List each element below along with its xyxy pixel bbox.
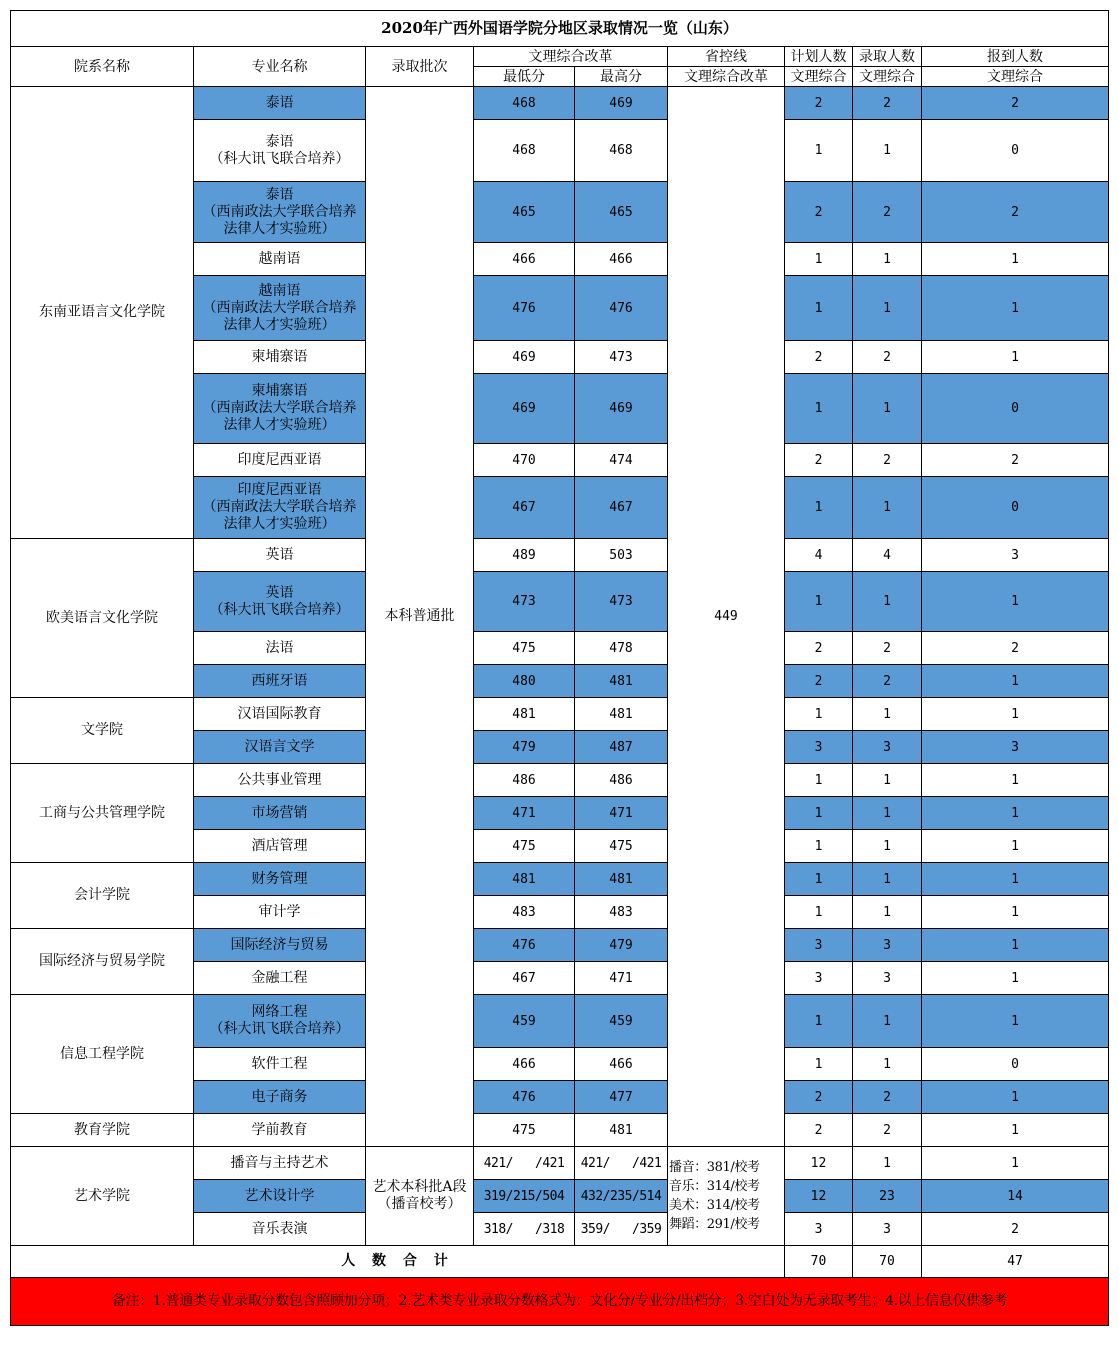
max-score-cell: 359/ /359 <box>575 1213 668 1246</box>
min-score-cell: 467 <box>474 477 575 539</box>
report-cell: 1 <box>922 665 1109 698</box>
major-cell: 印度尼西亚语 （西南政法大学联合培养法律人才实验班） <box>194 477 366 539</box>
min-score-cell: 421/ /421 <box>474 1147 575 1180</box>
report-cell: 0 <box>922 477 1109 539</box>
max-score-cell: 467 <box>575 477 668 539</box>
table-row <box>11 1114 1109 1147</box>
max-score-cell: 471 <box>575 962 668 995</box>
header-admit: 录取人数 <box>853 47 922 67</box>
major-cell: 播音与主持艺术 <box>194 1147 366 1180</box>
art-control-line: 音乐：314/校考 <box>669 1179 760 1194</box>
admit-cell: 3 <box>853 731 922 764</box>
admit-cell: 2 <box>853 341 922 374</box>
admit-cell: 1 <box>853 1147 922 1180</box>
table-row <box>11 863 1109 896</box>
max-score-cell: 471 <box>575 797 668 830</box>
report-cell: 3 <box>922 539 1109 572</box>
major-cell: 审计学 <box>194 896 366 929</box>
plan-cell: 2 <box>785 341 853 374</box>
plan-cell: 2 <box>785 632 853 665</box>
admit-cell: 4 <box>853 539 922 572</box>
report-cell: 1 <box>922 572 1109 632</box>
min-score-cell: 483 <box>474 896 575 929</box>
batch-art-cell: 艺术本科批A段（播音校考） <box>366 1147 474 1246</box>
admit-cell: 23 <box>853 1180 922 1213</box>
max-score-cell: 421/ /421 <box>575 1147 668 1180</box>
max-score-cell: 487 <box>575 731 668 764</box>
major-cell: 英语 <box>194 539 366 572</box>
min-score-cell: 475 <box>474 1114 575 1147</box>
header-report: 报到人数 <box>922 47 1109 67</box>
header-plan-sub: 文理综合 <box>785 67 853 87</box>
min-score-cell: 481 <box>474 698 575 731</box>
major-cell: 学前教育 <box>194 1114 366 1147</box>
min-score-cell: 319/215/504 <box>474 1180 575 1213</box>
major-cell: 酒店管理 <box>194 830 366 863</box>
plan-cell: 1 <box>785 120 853 182</box>
admit-cell: 1 <box>853 764 922 797</box>
header-max: 最高分 <box>575 67 668 87</box>
admit-cell: 2 <box>853 444 922 477</box>
note-banner: 备注：1.普通类专业录取分数包含照顾加分项；2.艺术类专业录取分数格式为：文化分/专业分/出档分；3.空白处为无录取考生；4.以上信息仅供参考 <box>11 1278 1109 1326</box>
art-control-line: 播音：381/校考 <box>669 1160 760 1175</box>
plan-cell: 2 <box>785 1081 853 1114</box>
report-cell: 1 <box>922 863 1109 896</box>
min-score-cell: 466 <box>474 1048 575 1081</box>
major-cell: 柬埔寨语 <box>194 341 366 374</box>
header-dept: 院系名称 <box>11 47 194 87</box>
table-row <box>11 1147 1109 1180</box>
table-row <box>11 87 1109 120</box>
report-cell: 1 <box>922 764 1109 797</box>
admit-cell: 2 <box>853 665 922 698</box>
plan-cell: 3 <box>785 1213 853 1246</box>
header-control: 省控线 <box>668 47 785 67</box>
report-cell: 1 <box>922 896 1109 929</box>
dept-cell: 信息工程学院 <box>11 995 194 1114</box>
report-cell: 0 <box>922 374 1109 444</box>
batch-main-cell: 本科普通批 <box>366 87 474 1147</box>
major-cell: 公共事业管理 <box>194 764 366 797</box>
major-cell: 柬埔寨语 （西南政法大学联合培养法律人才实验班） <box>194 374 366 444</box>
min-score-cell: 469 <box>474 374 575 444</box>
major-cell: 音乐表演 <box>194 1213 366 1246</box>
plan-cell: 2 <box>785 182 853 243</box>
admit-cell: 1 <box>853 1048 922 1081</box>
report-cell: 1 <box>922 243 1109 276</box>
admit-cell: 2 <box>853 632 922 665</box>
min-score-cell: 489 <box>474 539 575 572</box>
max-score-cell: 483 <box>575 896 668 929</box>
min-score-cell: 473 <box>474 572 575 632</box>
report-cell: 14 <box>922 1180 1109 1213</box>
report-cell: 1 <box>922 1081 1109 1114</box>
max-score-cell: 468 <box>575 120 668 182</box>
max-score-cell: 481 <box>575 1114 668 1147</box>
plan-cell: 2 <box>785 87 853 120</box>
max-score-cell: 481 <box>575 665 668 698</box>
table-title: 2020年广西外国语学院分地区录取情况一览（山东） <box>11 11 1109 47</box>
plan-cell: 1 <box>785 764 853 797</box>
max-score-cell: 475 <box>575 830 668 863</box>
max-score-cell: 474 <box>575 444 668 477</box>
min-score-cell: 318/ /318 <box>474 1213 575 1246</box>
total-plan: 70 <box>785 1246 853 1278</box>
report-cell: 2 <box>922 632 1109 665</box>
plan-cell: 1 <box>785 830 853 863</box>
report-cell: 1 <box>922 929 1109 962</box>
max-score-cell: 477 <box>575 1081 668 1114</box>
report-cell: 1 <box>922 830 1109 863</box>
plan-cell: 12 <box>785 1147 853 1180</box>
admit-cell: 1 <box>853 276 922 341</box>
plan-cell: 2 <box>785 1114 853 1147</box>
major-cell: 金融工程 <box>194 962 366 995</box>
max-score-cell: 466 <box>575 243 668 276</box>
min-score-cell: 476 <box>474 929 575 962</box>
major-cell: 法语 <box>194 632 366 665</box>
report-cell: 2 <box>922 87 1109 120</box>
report-cell: 1 <box>922 995 1109 1048</box>
plan-cell: 1 <box>785 797 853 830</box>
min-score-cell: 476 <box>474 276 575 341</box>
plan-cell: 1 <box>785 477 853 539</box>
dept-cell: 艺术学院 <box>11 1147 194 1246</box>
art-control-cell <box>668 1147 785 1246</box>
admit-cell: 1 <box>853 120 922 182</box>
max-score-cell: 469 <box>575 87 668 120</box>
max-score-cell: 459 <box>575 995 668 1048</box>
plan-cell: 1 <box>785 863 853 896</box>
admit-cell: 1 <box>853 797 922 830</box>
major-cell: 市场营销 <box>194 797 366 830</box>
max-score-cell: 481 <box>575 863 668 896</box>
report-cell: 1 <box>922 1147 1109 1180</box>
min-score-cell: 486 <box>474 764 575 797</box>
report-cell: 1 <box>922 341 1109 374</box>
major-cell: 泰语 （科大讯飞联合培养） <box>194 120 366 182</box>
max-score-cell: 486 <box>575 764 668 797</box>
admit-cell: 1 <box>853 243 922 276</box>
min-score-cell: 459 <box>474 995 575 1048</box>
max-score-cell: 469 <box>575 374 668 444</box>
report-cell: 0 <box>922 1048 1109 1081</box>
header-min: 最低分 <box>474 67 575 87</box>
plan-cell: 3 <box>785 731 853 764</box>
admit-cell: 1 <box>853 896 922 929</box>
art-control-line: 舞蹈：291/校考 <box>669 1217 760 1232</box>
major-cell: 电子商务 <box>194 1081 366 1114</box>
table-row <box>11 929 1109 962</box>
min-score-cell: 470 <box>474 444 575 477</box>
dept-cell: 教育学院 <box>11 1114 194 1147</box>
plan-cell: 1 <box>785 243 853 276</box>
min-score-cell: 465 <box>474 182 575 243</box>
control-line-cell: 449 <box>668 87 785 1147</box>
admit-cell: 2 <box>853 1081 922 1114</box>
plan-cell: 2 <box>785 665 853 698</box>
report-cell: 2 <box>922 444 1109 477</box>
plan-cell: 4 <box>785 539 853 572</box>
dept-cell: 欧美语言文化学院 <box>11 539 194 698</box>
plan-cell: 1 <box>785 995 853 1048</box>
min-score-cell: 471 <box>474 797 575 830</box>
dept-cell: 工商与公共管理学院 <box>11 764 194 863</box>
major-cell: 国际经济与贸易 <box>194 929 366 962</box>
total-label: 人 数 合 计 <box>11 1246 785 1278</box>
table-row <box>11 539 1109 572</box>
admit-cell: 3 <box>853 962 922 995</box>
min-score-cell: 481 <box>474 863 575 896</box>
max-score-cell: 476 <box>575 276 668 341</box>
table-row <box>11 764 1109 797</box>
min-score-cell: 475 <box>474 830 575 863</box>
plan-cell: 12 <box>785 1180 853 1213</box>
plan-cell: 1 <box>785 374 853 444</box>
report-cell: 2 <box>922 182 1109 243</box>
report-cell: 1 <box>922 276 1109 341</box>
max-score-cell: 481 <box>575 698 668 731</box>
header-control-sub: 文理综合改革 <box>668 67 785 87</box>
header-batch: 录取批次 <box>366 47 474 87</box>
admit-cell: 1 <box>853 572 922 632</box>
plan-cell: 1 <box>785 276 853 341</box>
plan-cell: 3 <box>785 929 853 962</box>
plan-cell: 1 <box>785 896 853 929</box>
max-score-cell: 503 <box>575 539 668 572</box>
art-control-line: 美术：314/校考 <box>669 1198 760 1213</box>
major-cell: 汉语言文学 <box>194 731 366 764</box>
admit-cell: 1 <box>853 863 922 896</box>
report-cell: 3 <box>922 731 1109 764</box>
max-score-cell: 473 <box>575 341 668 374</box>
report-cell: 1 <box>922 1114 1109 1147</box>
min-score-cell: 467 <box>474 962 575 995</box>
admit-cell: 1 <box>853 995 922 1048</box>
table-row <box>11 698 1109 731</box>
min-score-cell: 466 <box>474 243 575 276</box>
major-cell: 财务管理 <box>194 863 366 896</box>
max-score-cell: 479 <box>575 929 668 962</box>
max-score-cell: 473 <box>575 572 668 632</box>
admit-cell: 2 <box>853 1114 922 1147</box>
dept-cell: 东南亚语言文化学院 <box>11 87 194 539</box>
plan-cell: 1 <box>785 1048 853 1081</box>
max-score-cell: 466 <box>575 1048 668 1081</box>
admission-table <box>10 10 1109 1326</box>
plan-cell: 3 <box>785 962 853 995</box>
major-cell: 越南语 <box>194 243 366 276</box>
report-cell: 1 <box>922 698 1109 731</box>
major-cell: 越南语 （西南政法大学联合培养法律人才实验班） <box>194 276 366 341</box>
admit-cell: 3 <box>853 929 922 962</box>
dept-cell: 会计学院 <box>11 863 194 929</box>
table-row <box>11 995 1109 1048</box>
min-score-cell: 475 <box>474 632 575 665</box>
min-score-cell: 479 <box>474 731 575 764</box>
major-cell: 汉语国际教育 <box>194 698 366 731</box>
header-admit-sub: 文理综合 <box>853 67 922 87</box>
admit-cell: 1 <box>853 374 922 444</box>
admit-cell: 1 <box>853 698 922 731</box>
major-cell: 西班牙语 <box>194 665 366 698</box>
report-cell: 2 <box>922 1213 1109 1246</box>
major-cell: 英语 （科大讯飞联合培养） <box>194 572 366 632</box>
report-cell: 1 <box>922 797 1109 830</box>
dept-cell: 国际经济与贸易学院 <box>11 929 194 995</box>
admit-cell: 2 <box>853 87 922 120</box>
report-cell: 0 <box>922 120 1109 182</box>
major-cell: 网络工程 （科大讯飞联合培养） <box>194 995 366 1048</box>
header-report-sub: 文理综合 <box>922 67 1109 87</box>
total-report: 47 <box>922 1246 1109 1278</box>
report-cell: 1 <box>922 962 1109 995</box>
plan-cell: 1 <box>785 698 853 731</box>
header-score-group: 文理综合改革 <box>474 47 668 67</box>
min-score-cell: 480 <box>474 665 575 698</box>
admit-cell: 2 <box>853 182 922 243</box>
major-cell: 艺术设计学 <box>194 1180 366 1213</box>
plan-cell: 2 <box>785 444 853 477</box>
dept-cell: 文学院 <box>11 698 194 764</box>
admit-cell: 3 <box>853 1213 922 1246</box>
min-score-cell: 468 <box>474 120 575 182</box>
header-plan: 计划人数 <box>785 47 853 67</box>
major-cell: 印度尼西亚语 <box>194 444 366 477</box>
max-score-cell: 432/235/514 <box>575 1180 668 1213</box>
header-major: 专业名称 <box>194 47 366 87</box>
major-cell: 泰语 （西南政法大学联合培养法律人才实验班） <box>194 182 366 243</box>
admit-cell: 1 <box>853 477 922 539</box>
major-cell: 软件工程 <box>194 1048 366 1081</box>
plan-cell: 1 <box>785 572 853 632</box>
total-admit: 70 <box>853 1246 922 1278</box>
min-score-cell: 469 <box>474 341 575 374</box>
min-score-cell: 468 <box>474 87 575 120</box>
max-score-cell: 478 <box>575 632 668 665</box>
major-cell: 泰语 <box>194 87 366 120</box>
max-score-cell: 465 <box>575 182 668 243</box>
admit-cell: 1 <box>853 830 922 863</box>
min-score-cell: 476 <box>474 1081 575 1114</box>
